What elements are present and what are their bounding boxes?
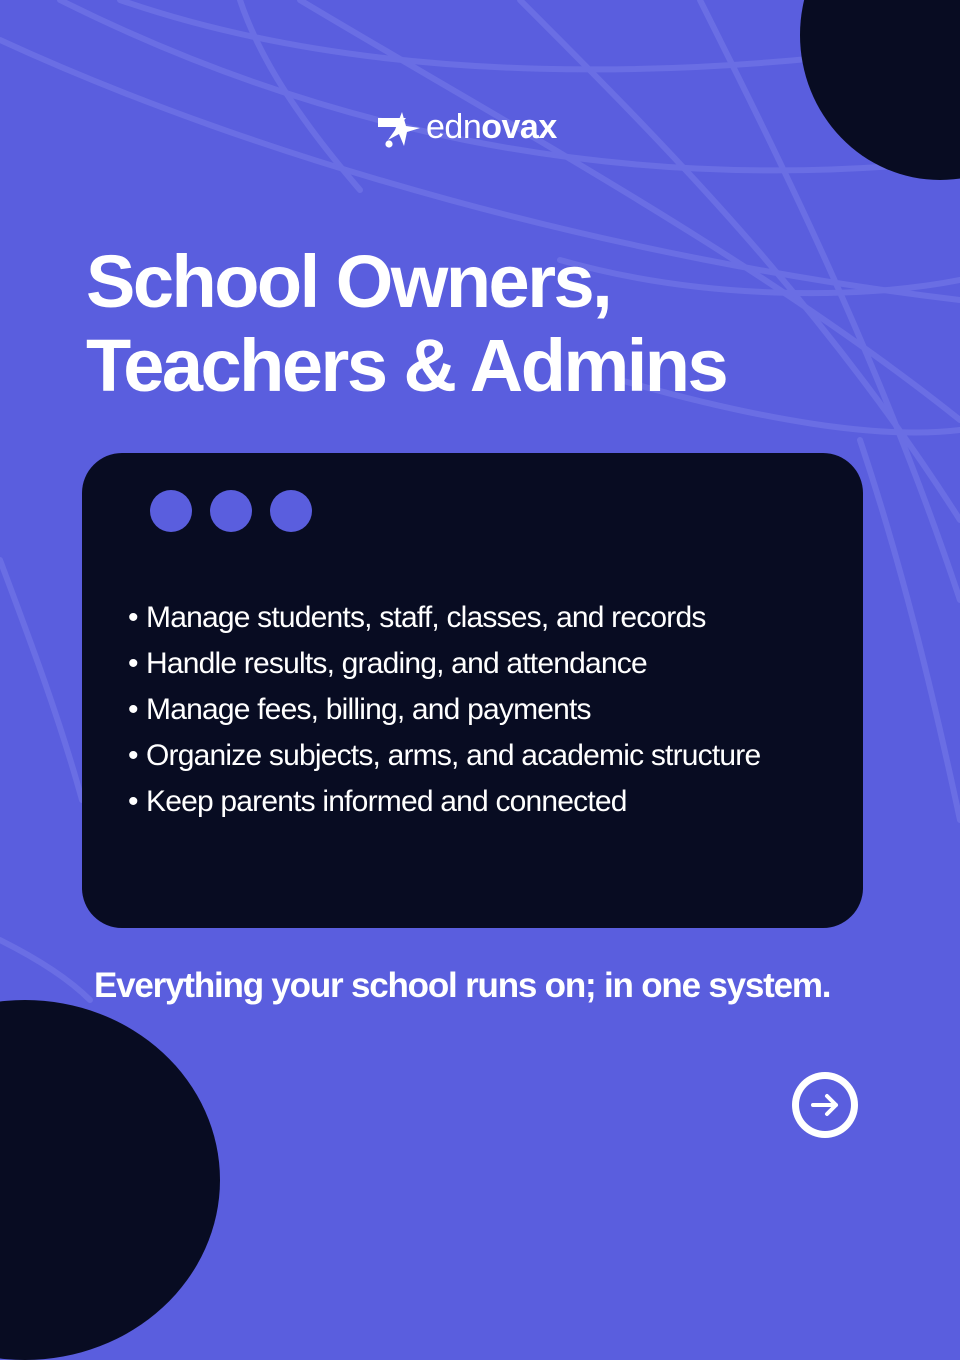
next-slide-button[interactable]: [792, 1072, 858, 1138]
ednovax-star-logo-icon: [376, 104, 422, 150]
page-headline: [86, 240, 906, 408]
window-dot-2: [210, 490, 252, 532]
bullet-mark: •: [128, 739, 138, 772]
list-item: [128, 779, 760, 825]
headline-line-1: School Owners,: [86, 240, 611, 323]
feature-text: Handle results, grading, and attendance: [146, 647, 647, 680]
window-dot-3: [270, 490, 312, 532]
arrow-right-circle-icon: [796, 1076, 854, 1134]
bullet-mark: •: [128, 785, 138, 818]
headline-line-2: Teachers & Admins: [86, 324, 727, 407]
brand-name-bold: ovax: [481, 108, 557, 146]
tagline: Everything your school runs on; in one system.: [94, 966, 831, 1005]
bullet-mark: •: [128, 601, 138, 634]
brand-name-light: edn: [426, 108, 482, 146]
feature-text: Keep parents informed and connected: [146, 785, 627, 818]
list-item: [128, 733, 760, 779]
feature-list: [128, 595, 760, 825]
window-dot-1: [150, 490, 192, 532]
feature-text: Manage students, staff, classes, and records: [146, 601, 706, 634]
feature-text: Manage fees, billing, and payments: [146, 693, 591, 726]
list-item: [128, 595, 760, 641]
feature-text: Organize subjects, arms, and academic structure: [146, 739, 761, 772]
bullet-mark: •: [128, 647, 138, 680]
brand-logo: [376, 104, 557, 150]
list-item: [128, 641, 760, 687]
bullet-mark: •: [128, 693, 138, 726]
list-item: [128, 687, 760, 733]
brand-wordmark: [426, 110, 557, 144]
